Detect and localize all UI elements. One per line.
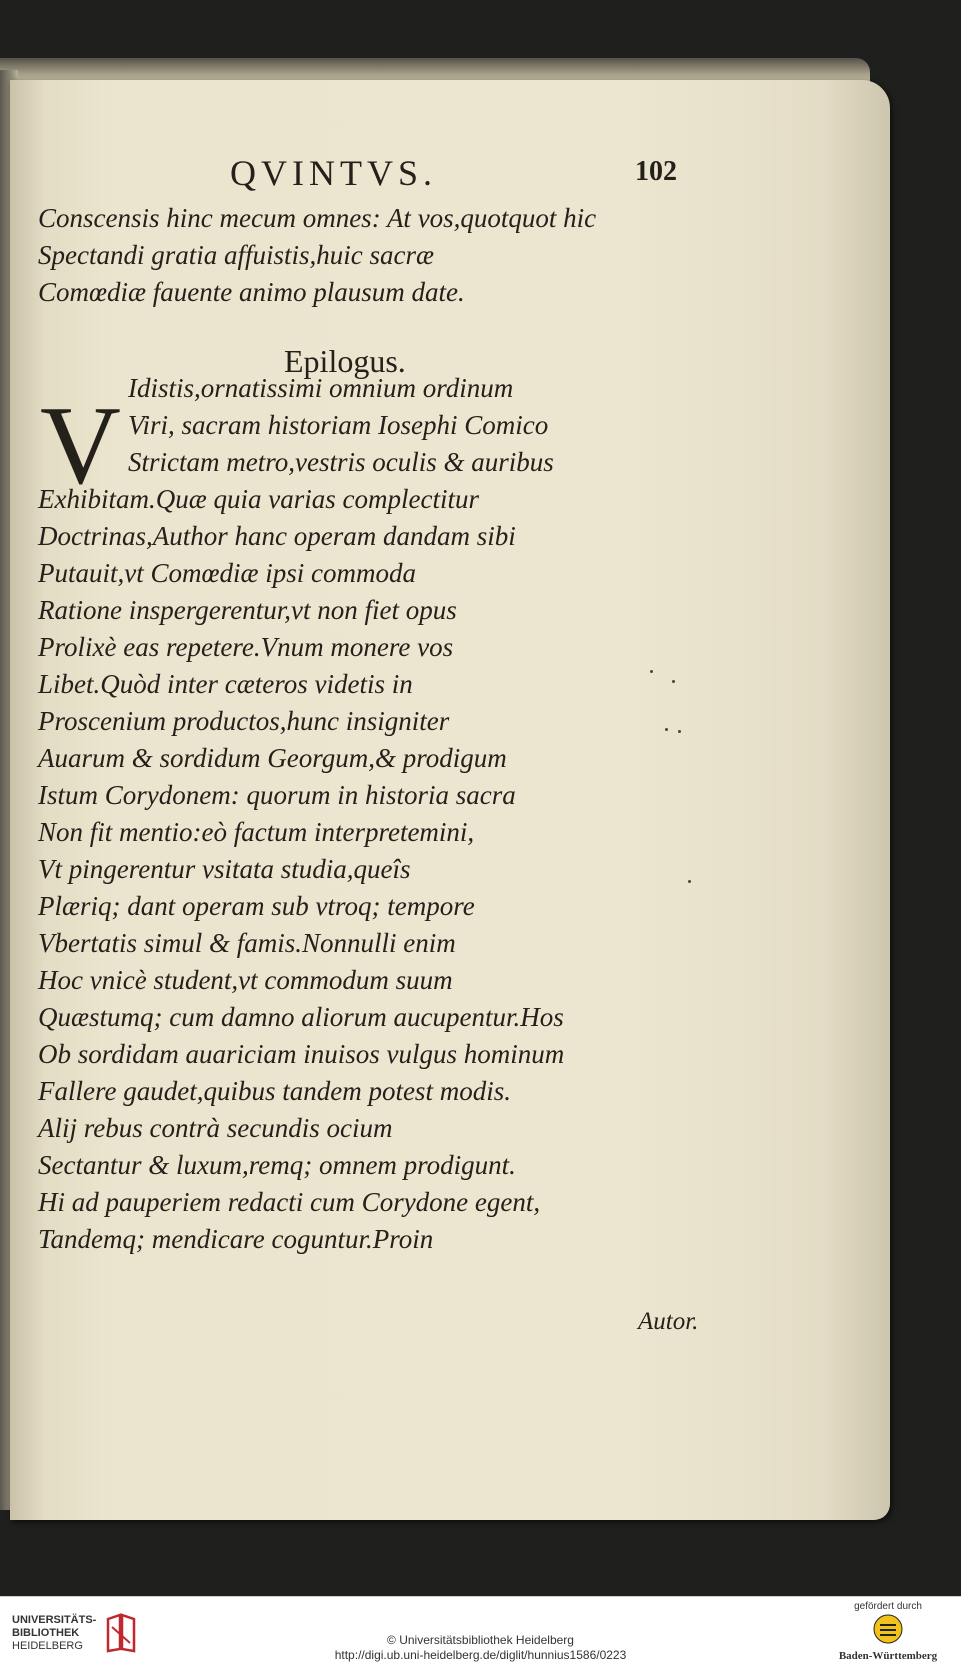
drop-cap: V	[40, 384, 121, 508]
library-name-line-1: UNIVERSITÄTS-	[12, 1613, 97, 1626]
footer-credits	[0, 1633, 961, 1663]
epilogue-line: Ratione inspergerentur,vt non fiet opus	[38, 595, 457, 625]
page-number: 102	[635, 156, 677, 187]
verse-line: Spectandi gratia affuistis,huic sacræ	[38, 240, 434, 270]
epilogue-line: Quæstumq; cum damno aliorum aucupentur.Hos	[38, 1002, 564, 1032]
running-title: QVINTVS.	[230, 153, 437, 193]
state-name: Baden-Württemberg	[838, 1650, 938, 1662]
section-heading: Epilogus.	[284, 343, 406, 379]
epilogue-line: Proscenium productos,hunc insigniter	[38, 706, 450, 736]
catchword: Autor.	[638, 1308, 699, 1335]
epilogue-line: Istum Corydonem: quorum in historia sacra	[38, 780, 516, 810]
epilogue-line: Tandemq; mendicare coguntur.Proin	[38, 1224, 434, 1254]
epilogue-line: Strictam metro,vestris oculis & auribus	[128, 447, 554, 477]
book-page	[10, 80, 890, 1520]
ink-speck	[688, 880, 691, 883]
epilogue-line: Doctrinas,Author hanc operam dandam sibi	[38, 521, 516, 551]
ink-speck	[650, 670, 653, 673]
epilogue-line: Vbertatis simul & famis.Nonnulli enim	[38, 928, 456, 958]
epilogue-line: Sectantur & luxum,remq; omnem prodigunt.	[38, 1150, 516, 1180]
epilogue-line: Ob sordidam auariciam inuisos vulgus hominum	[38, 1039, 565, 1069]
funding-badge	[833, 1601, 943, 1662]
verse-line: Comœdiæ fauente animo plausum date.	[38, 277, 465, 307]
ink-speck	[665, 728, 668, 731]
library-name-line-2: BIBLIOTHEK	[12, 1626, 80, 1639]
epilogue-line: Hi ad pauperiem redacti cum Corydone egent,	[38, 1187, 541, 1217]
ink-speck	[678, 730, 681, 733]
library-city: HEIDELBERG	[12, 1639, 83, 1652]
epilogue-line: Prolixè eas repetere.Vnum monere vos	[38, 632, 454, 662]
epilogue-line: Plæriq; dant operam sub vtroq; tempore	[38, 891, 475, 921]
permalink[interactable]: http://digi.ub.uni-heidelberg.de/diglit/hunnius1586/0223	[334, 1648, 627, 1662]
epilogue-line: Viri, sacram historiam Iosephi Comico	[128, 410, 549, 440]
state-crest-icon	[873, 1614, 903, 1646]
epilogue-line: Auarum & sordidum Georgum,& prodigum	[38, 743, 507, 773]
epilogue-line: Fallere gaudet,quibus tandem potest modis.	[38, 1076, 511, 1106]
epilogue-line: Vt pingerentur vsitata studia,queîs	[38, 854, 411, 884]
epilogue-line: Libet.Quòd inter cæteros videtis in	[38, 669, 413, 699]
footer-bar	[0, 1596, 961, 1667]
epilogue-line: Idistis,ornatissimi omnium ordinum	[128, 373, 514, 403]
epilogue-line: Alij rebus contrà secundis ocium	[38, 1113, 393, 1143]
page-content	[10, 80, 890, 1520]
epilogue-line: Hoc vnicè student,vt commodum suum	[38, 965, 453, 995]
ink-speck	[672, 680, 675, 683]
epilogue-line: Non fit mentio:eò factum interpretemini,	[38, 817, 475, 847]
epilogue-line: Exhibitam.Quæ quia varias complectitur	[38, 484, 479, 514]
copyright-text: © Universitätsbibliothek Heidelberg	[387, 1633, 574, 1647]
funded-by-label: gefördert durch	[854, 1601, 922, 1612]
verse-line: Conscensis hinc mecum omnes: At vos,quotquot hic	[38, 203, 597, 233]
epilogue-line: Putauit,vt Comœdiæ ipsi commoda	[38, 558, 416, 588]
